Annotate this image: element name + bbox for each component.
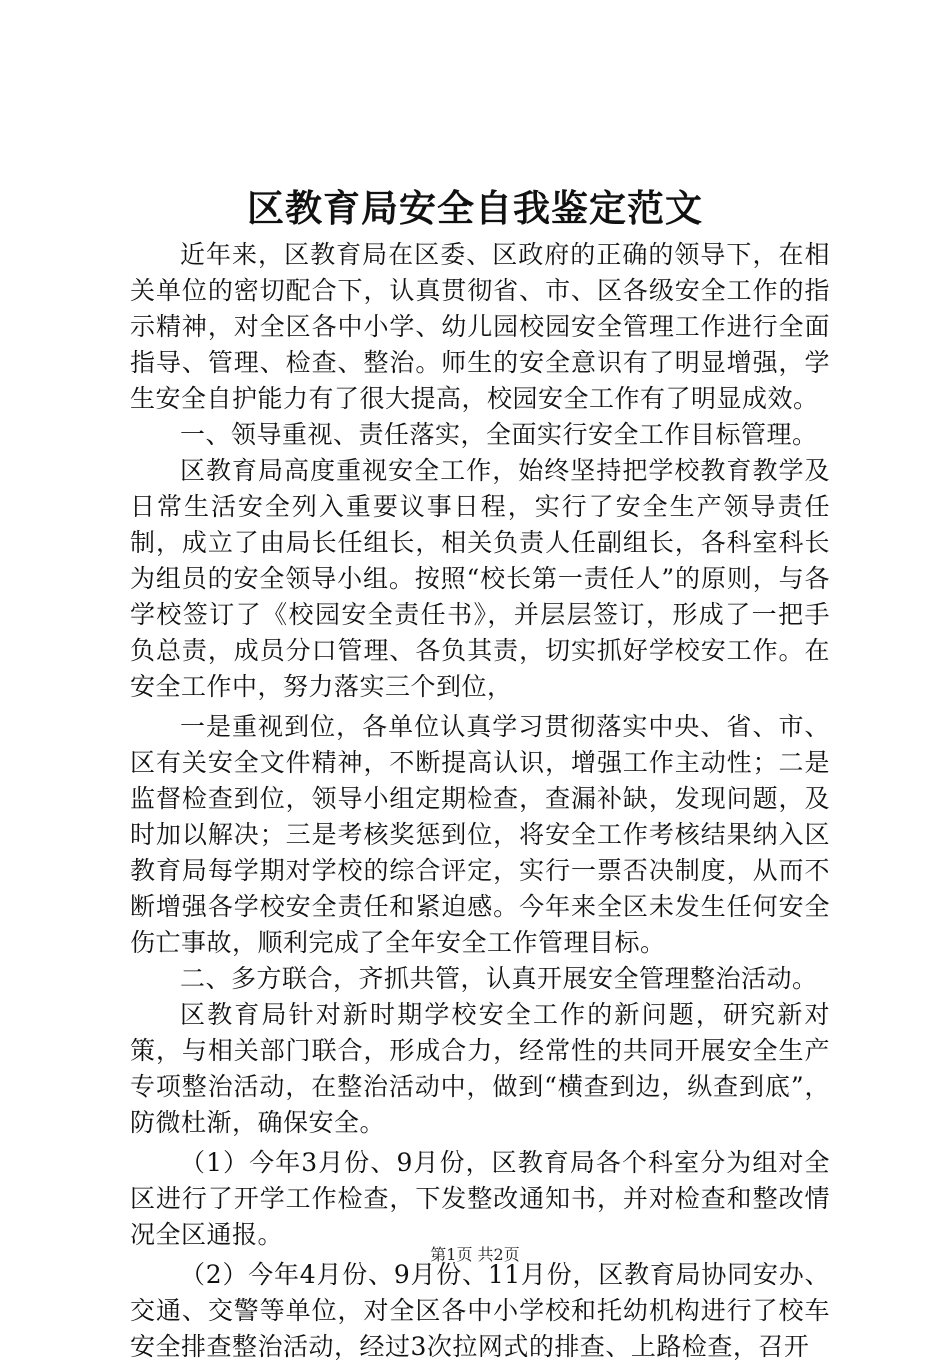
section-heading-1: 一、领导重视、责任落实，全面实行安全工作目标管理。: [180, 420, 818, 449]
list-item-1: （1）今年3月份、9月份，区教育局各个科室分为组对全区进行了开学工作检查，下发整改通知书，并对检查和整改情况全区通报。: [130, 1148, 830, 1249]
page-footer: 第1页 共2页: [430, 1245, 520, 1264]
paragraph-three-in-place: 一是重视到位，各单位认真学习贯彻落实中央、省、市、区有关安全文件精神，不断提高认识，增强工作主动性；二是监督检查到位，领导小组定期检查，查漏补缺，发现问题，及时加以解决；三是考核奖惩到位，将安全工作考核结果纳入区教育局每学期对学校的综合评定，实行一票否决制度，从而不断增强各学校安全责任和紧迫感。今年来全区未发生任何安全伤亡事故，顺利完成了全年安全工作管理目标。: [130, 712, 830, 957]
section-heading-2: 二、多方联合，齐抓共管，认真开展安全管理整治活动。: [180, 964, 818, 993]
document-title: 区教育局安全自我鉴定范文: [247, 186, 703, 230]
list-item-2: （2）今年4月份、9月份、11月份，区教育局协同安办、交通、交警等单位，对全区各中小学校和托幼机构进行了校车安全排查整治活动，经过3次拉网式的排查、上路检查，召开: [130, 1260, 830, 1361]
document-body: [130, 237, 830, 1365]
paragraph-joint-action: 区教育局针对新时期学校安全工作的新问题，研究新对策，与相关部门联合，形成合力，经常性的共同开展安全生产专项整治活动，在整治活动中，做到“横查到边，纵查到底”，防微杜渐，确保安全。: [130, 1000, 830, 1137]
paragraph-intro: 近年来，区教育局在区委、区政府的正确的领导下，在相关单位的密切配合下，认真贯彻省、市、区各级安全工作的指示精神，对全区各中小学、幼儿园校园安全管理工作进行全面指导、管理、检查、整治。师生的安全意识有了明显增强，学生安全自护能力有了很大提高，校园安全工作有了明显成效。: [130, 240, 830, 413]
paragraph-leadership: 区教育局高度重视安全工作，始终坚持把学校教育教学及日常生活安全列入重要议事日程，实行了安全生产领导责任制，成立了由局长任组长，相关负责人任副组长，各科室科长为组员的安全领导小组。按照“校长第一责任人”的原则，与各学校签订了《校园安全责任书》，并层层签订，形成了一把手负总责，成员分口管理、各负其责，切实抓好学校安工作。在安全工作中，努力落实三个到位，: [130, 456, 830, 701]
